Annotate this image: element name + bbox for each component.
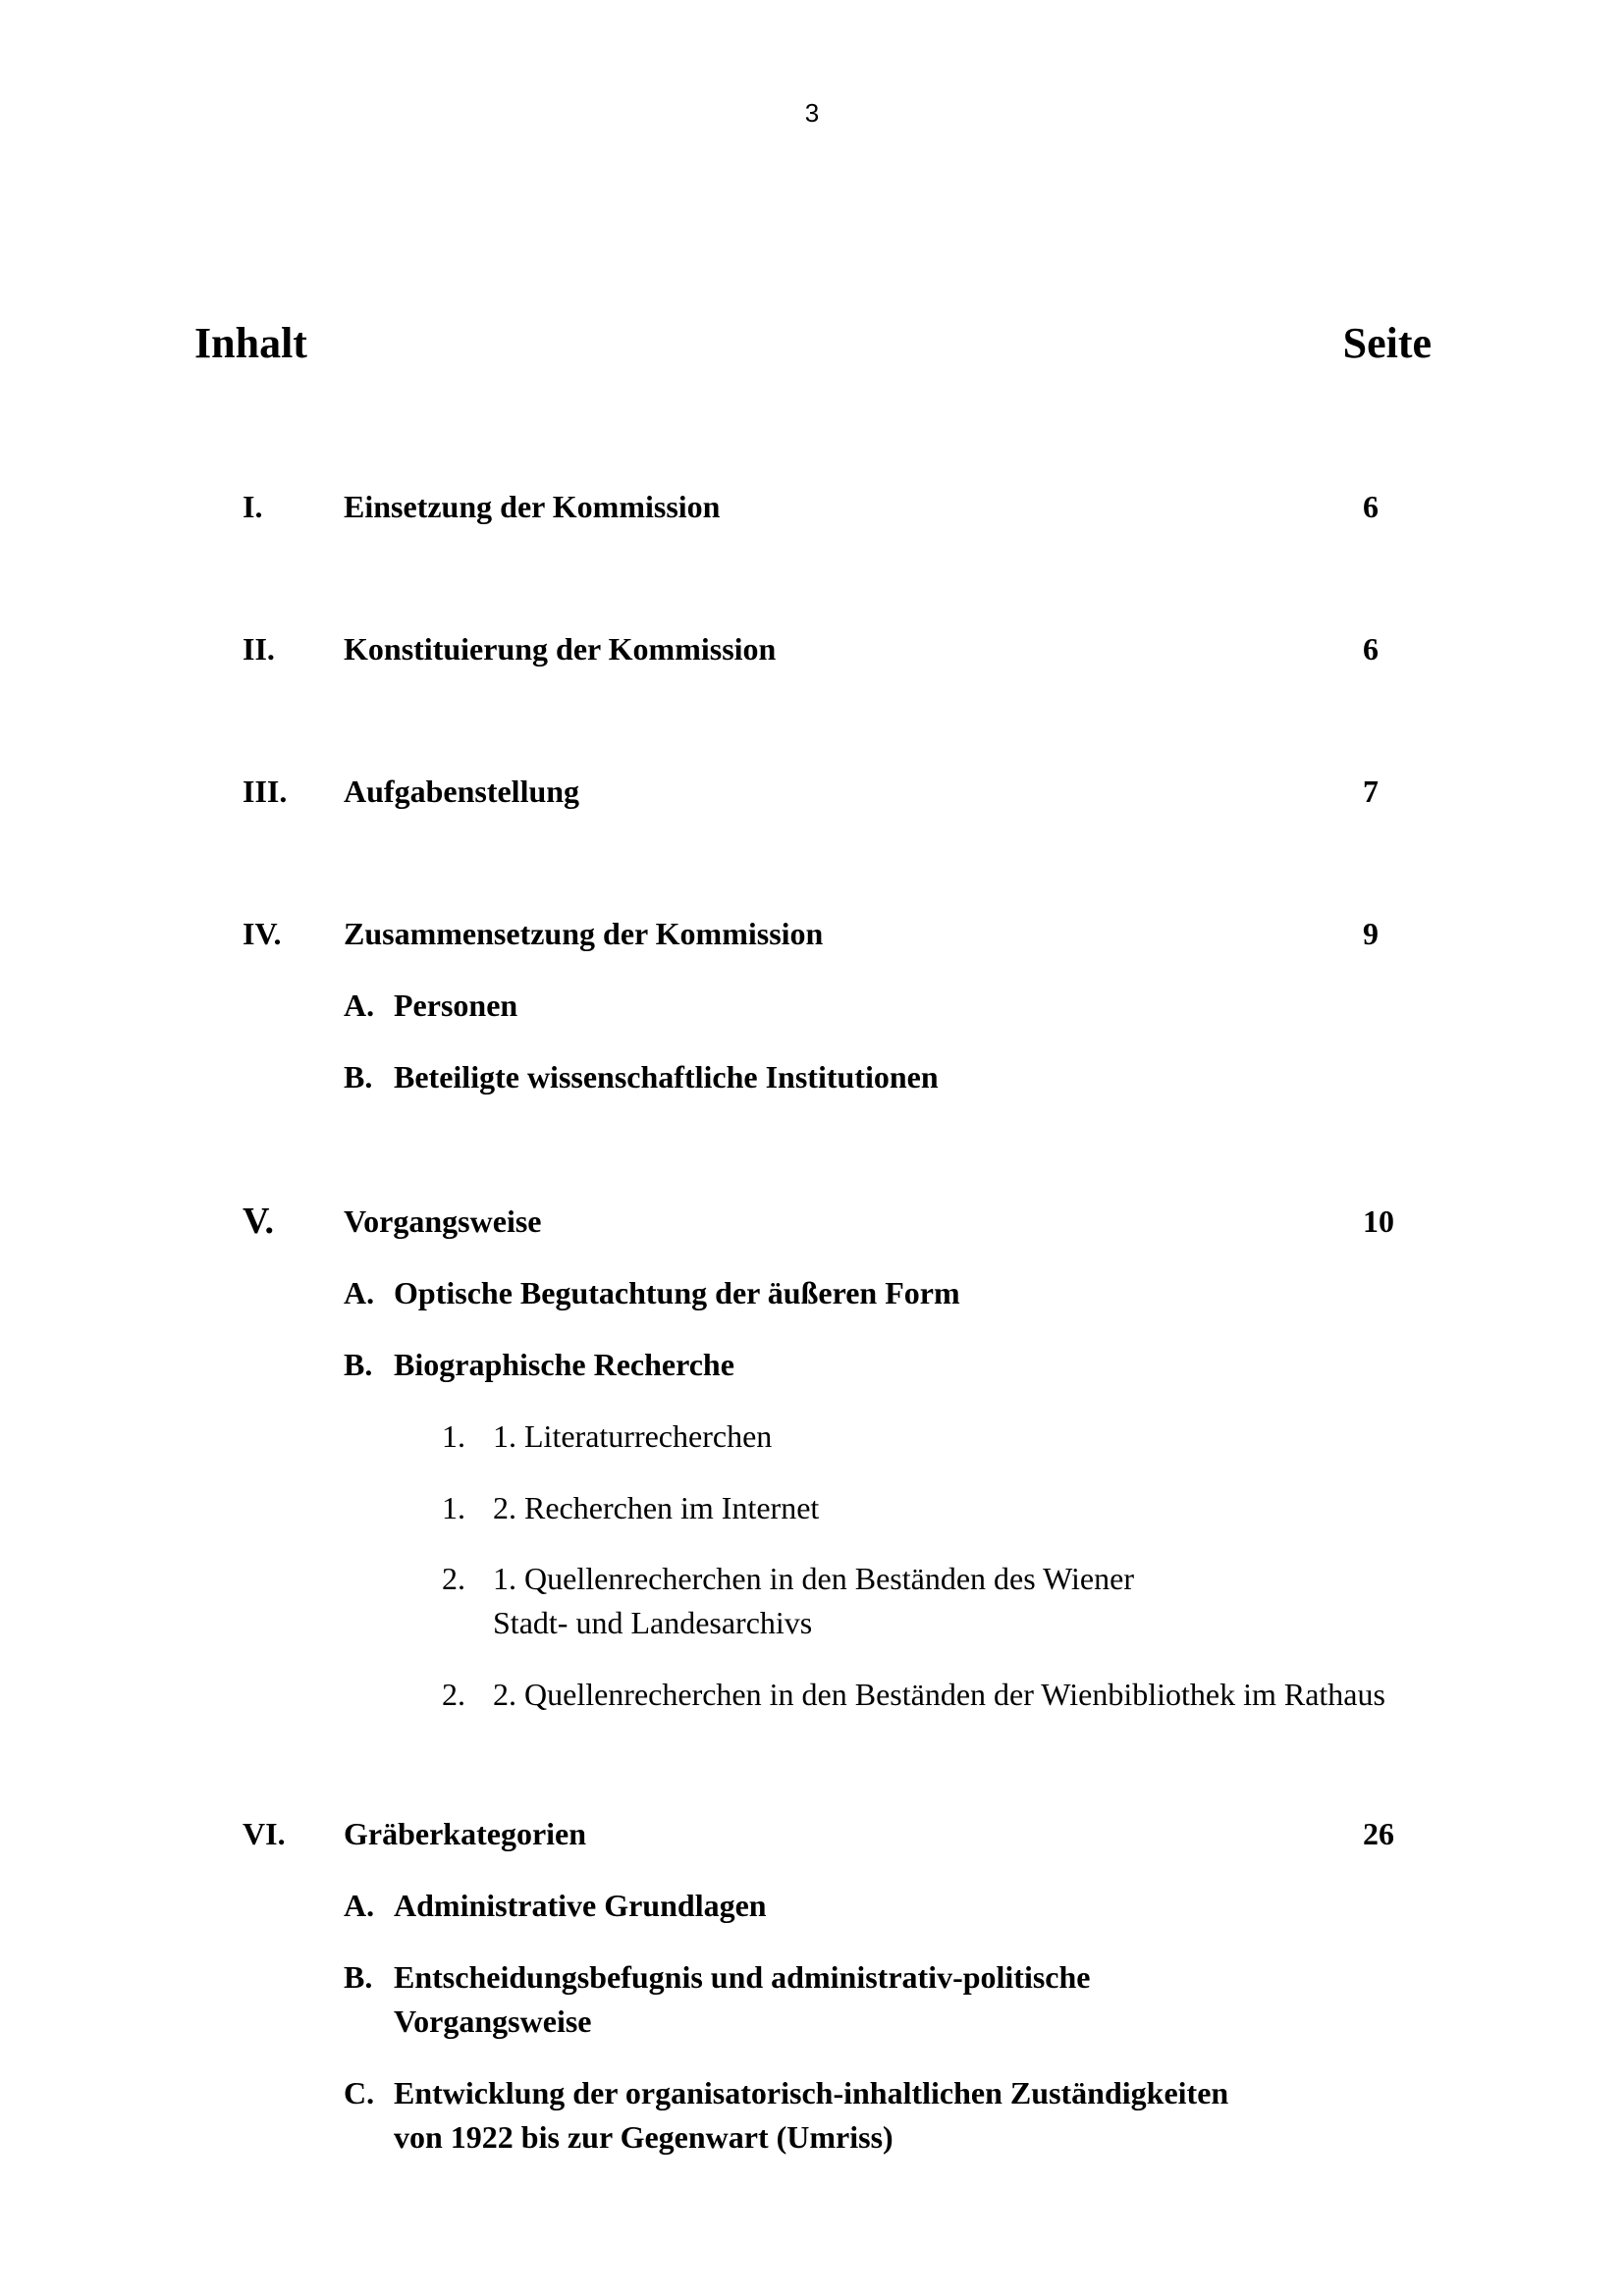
section-title: Aufgabenstellung [344, 774, 580, 809]
section-page: 26 [1363, 1816, 1394, 1851]
subsection-letter: C. [344, 2075, 375, 2110]
subsection-title: Personen [394, 988, 518, 1023]
subsection-title-line2: von 1922 bis zur Gegenwart (Umriss) [394, 2119, 893, 2155]
section-page: 9 [1363, 916, 1379, 951]
subsection-letter: A. [344, 1888, 375, 1923]
section-title: Konstituierung der Kommission [344, 631, 777, 667]
subsubsection-number: 2. [442, 1561, 465, 1596]
subsubsection-title-line2: Stadt- und Landesarchivs [493, 1605, 813, 1640]
subsection-letter: B. [344, 1959, 373, 1995]
page-number: 3 [804, 98, 820, 128]
section-number: II. [243, 631, 275, 667]
subsection-title: Entwicklung der organisatorisch-inhaltlichen Zuständigkeiten [394, 2075, 1229, 2110]
section-number: VI. [243, 1816, 286, 1851]
section-title: Einsetzung der Kommission [344, 489, 721, 524]
section-number: IV. [243, 916, 282, 951]
subsubsection-number: 2. [442, 1677, 465, 1712]
section-page: 6 [1363, 489, 1379, 524]
subsection-title: Biographische Recherche [394, 1347, 734, 1382]
section-title: Vorgangsweise [344, 1203, 542, 1239]
toc-title: Inhalt [194, 319, 307, 367]
subsection-title: Administrative Grundlagen [394, 1888, 767, 1923]
section-number: V. [243, 1201, 275, 1242]
subsubsection-title: 1. Literaturrecherchen [493, 1418, 773, 1454]
subsection-letter: B. [344, 1059, 373, 1095]
section-page: 6 [1363, 631, 1379, 667]
section-title: Zusammensetzung der Kommission [344, 916, 824, 951]
subsubsection-number: 1. [442, 1490, 465, 1525]
subsection-letter: A. [344, 1275, 375, 1310]
subsection-title-line2: Vorgangsweise [394, 2003, 592, 2039]
subsection-letter: B. [344, 1347, 373, 1382]
subsubsection-title: 2. Recherchen im Internet [493, 1490, 820, 1525]
subsubsection-title: 1. Quellenrecherchen in den Beständen des Wiener [493, 1561, 1134, 1596]
section-number: III. [243, 774, 288, 809]
section-title: Gräberkategorien [344, 1816, 587, 1851]
subsection-letter: A. [344, 988, 375, 1023]
section-page: 7 [1363, 774, 1379, 809]
subsection-title: Beteiligte wissenschaftliche Institutionen [394, 1059, 939, 1095]
subsection-title: Optische Begutachtung der äußeren Form [394, 1275, 960, 1310]
page-column-header: Seite [1342, 319, 1432, 367]
subsubsection-number: 1. [442, 1418, 465, 1454]
subsection-title: Entscheidungsbefugnis und administrativ-politische [394, 1959, 1091, 1995]
subsubsection-title: 2. Quellenrecherchen in den Beständen der Wienbibliothek im Rathaus [493, 1677, 1385, 1712]
section-number: I. [243, 489, 263, 524]
section-page: 10 [1363, 1203, 1394, 1239]
